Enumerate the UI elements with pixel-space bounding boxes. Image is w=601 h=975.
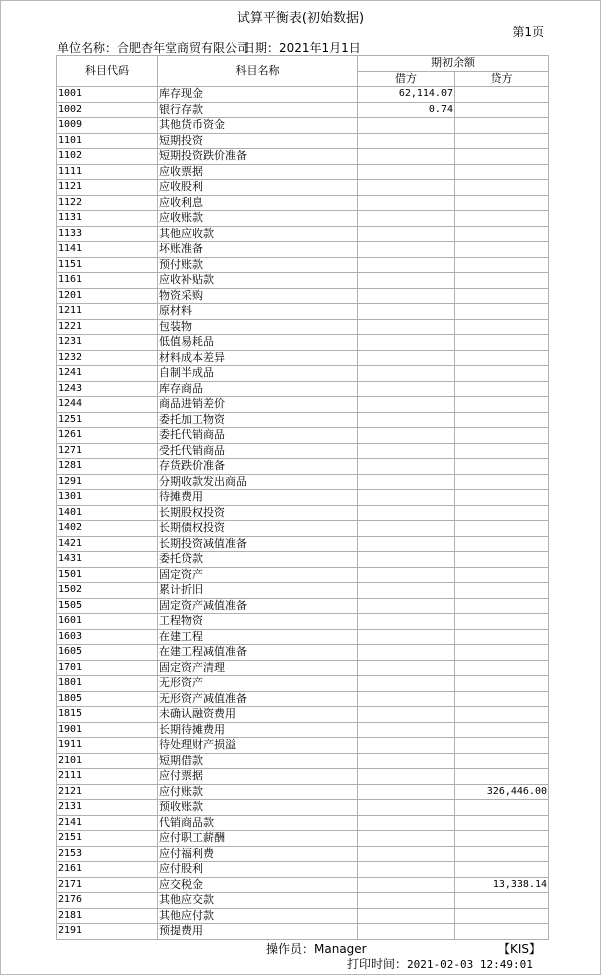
table-row xyxy=(57,226,549,242)
debit-cell xyxy=(358,862,455,878)
credit-cell xyxy=(455,598,549,614)
page-number: 第1页 xyxy=(512,25,544,39)
account-code-cell: 1009 xyxy=(57,118,158,134)
table-row xyxy=(57,598,549,614)
table-row xyxy=(57,614,549,630)
table-row xyxy=(57,567,549,583)
account-code-cell: 1501 xyxy=(57,567,158,583)
credit-cell xyxy=(455,815,549,831)
table-row xyxy=(57,552,549,568)
table-row xyxy=(57,133,549,149)
account-code-cell: 1251 xyxy=(57,412,158,428)
debit-cell xyxy=(358,226,455,242)
debit-cell xyxy=(358,691,455,707)
debit-cell xyxy=(358,815,455,831)
account-code-cell: 2176 xyxy=(57,893,158,909)
account-code-cell: 1241 xyxy=(57,366,158,382)
credit-cell xyxy=(455,164,549,180)
account-code-cell: 1243 xyxy=(57,381,158,397)
account-code-cell: 2141 xyxy=(57,815,158,831)
credit-cell xyxy=(455,118,549,134)
account-code-cell: 1301 xyxy=(57,490,158,506)
account-name-cell: 长期投资减值准备 xyxy=(158,536,358,552)
account-name-cell: 在建工程减值准备 xyxy=(158,645,358,661)
account-name-cell: 短期借款 xyxy=(158,753,358,769)
account-code-cell: 1244 xyxy=(57,397,158,413)
account-name-cell: 固定资产减值准备 xyxy=(158,598,358,614)
credit-cell xyxy=(455,521,549,537)
debit-cell xyxy=(358,753,455,769)
account-name-cell: 原材料 xyxy=(158,304,358,320)
debit-cell xyxy=(358,629,455,645)
credit-cell xyxy=(455,211,549,227)
account-name-cell: 其他应付款 xyxy=(158,908,358,924)
table-row xyxy=(57,536,549,552)
account-code-cell: 1815 xyxy=(57,707,158,723)
account-name-cell: 长期待摊费用 xyxy=(158,722,358,738)
table-row xyxy=(57,273,549,289)
debit-cell xyxy=(358,288,455,304)
credit-cell xyxy=(455,552,549,568)
table-row xyxy=(57,195,549,211)
credit-cell xyxy=(455,583,549,599)
table-row xyxy=(57,149,549,165)
credit-cell xyxy=(455,304,549,320)
table-row xyxy=(57,335,549,351)
table-row xyxy=(57,443,549,459)
account-name-cell: 应付福利费 xyxy=(158,846,358,862)
account-name-cell: 应收补贴款 xyxy=(158,273,358,289)
account-name-cell: 无形资产减值准备 xyxy=(158,691,358,707)
account-code-cell: 1502 xyxy=(57,583,158,599)
account-code-cell: 1401 xyxy=(57,505,158,521)
col-header-name: 科目名称 xyxy=(158,56,358,87)
account-code-cell: 1111 xyxy=(57,164,158,180)
debit-cell xyxy=(358,893,455,909)
table-row xyxy=(57,102,549,118)
account-name-cell: 存货跌价准备 xyxy=(158,459,358,475)
table-row xyxy=(57,474,549,490)
account-code-cell: 1291 xyxy=(57,474,158,490)
table-row xyxy=(57,815,549,831)
account-name-cell: 应付票据 xyxy=(158,769,358,785)
account-name-cell: 委托代销商品 xyxy=(158,428,358,444)
table-row xyxy=(57,319,549,335)
account-name-cell: 短期投资跌价准备 xyxy=(158,149,358,165)
credit-cell xyxy=(455,908,549,924)
account-code-cell: 1231 xyxy=(57,335,158,351)
col-header-debit: 借方 xyxy=(358,71,455,87)
account-name-cell: 未确认融资费用 xyxy=(158,707,358,723)
debit-cell xyxy=(358,784,455,800)
account-code-cell: 1603 xyxy=(57,629,158,645)
debit-cell xyxy=(358,319,455,335)
account-name-cell: 商品进销差价 xyxy=(158,397,358,413)
account-name-cell: 库存现金 xyxy=(158,87,358,103)
table-row xyxy=(57,304,549,320)
debit-cell xyxy=(358,831,455,847)
account-code-cell: 1221 xyxy=(57,319,158,335)
account-name-cell: 在建工程 xyxy=(158,629,358,645)
account-name-cell: 自制半成品 xyxy=(158,366,358,382)
debit-cell xyxy=(358,273,455,289)
credit-cell xyxy=(455,443,549,459)
account-name-cell: 预收账款 xyxy=(158,800,358,816)
credit-cell xyxy=(455,381,549,397)
print-time xyxy=(347,955,533,972)
debit-cell xyxy=(358,769,455,785)
account-code-cell: 1701 xyxy=(57,660,158,676)
account-name-cell: 长期股权投资 xyxy=(158,505,358,521)
account-code-cell: 1101 xyxy=(57,133,158,149)
account-name-cell: 其他应收款 xyxy=(158,226,358,242)
table-row xyxy=(57,629,549,645)
table-row xyxy=(57,645,549,661)
account-name-cell: 材料成本差异 xyxy=(158,350,358,366)
debit-cell xyxy=(358,846,455,862)
debit-cell xyxy=(358,707,455,723)
credit-cell xyxy=(455,273,549,289)
account-name-cell: 应付职工薪酬 xyxy=(158,831,358,847)
credit-cell xyxy=(455,288,549,304)
credit-cell xyxy=(455,102,549,118)
table-row xyxy=(57,428,549,444)
unit-name: 单位名称：合肥杏年堂商贸有限公司 xyxy=(57,41,250,55)
account-code-cell: 1911 xyxy=(57,738,158,754)
table-row xyxy=(57,893,549,909)
account-code-cell: 1211 xyxy=(57,304,158,320)
account-code-cell: 1232 xyxy=(57,350,158,366)
credit-cell xyxy=(455,149,549,165)
table-row xyxy=(57,862,549,878)
debit-cell xyxy=(358,180,455,196)
table-row xyxy=(57,769,549,785)
debit-cell xyxy=(358,645,455,661)
debit-cell xyxy=(358,164,455,180)
account-name-cell: 累计折旧 xyxy=(158,583,358,599)
debit-cell xyxy=(358,505,455,521)
account-code-cell: 1431 xyxy=(57,552,158,568)
debit-cell xyxy=(358,877,455,893)
account-code-cell: 2101 xyxy=(57,753,158,769)
debit-cell xyxy=(358,335,455,351)
credit-cell xyxy=(455,505,549,521)
credit-cell xyxy=(455,645,549,661)
account-code-cell: 1281 xyxy=(57,459,158,475)
account-name-cell: 应交税金 xyxy=(158,877,358,893)
credit-cell xyxy=(455,893,549,909)
credit-cell xyxy=(455,567,549,583)
debit-cell xyxy=(358,583,455,599)
debit-cell xyxy=(358,211,455,227)
credit-cell xyxy=(455,350,549,366)
account-code-cell: 1601 xyxy=(57,614,158,630)
account-code-cell: 2131 xyxy=(57,800,158,816)
debit-cell: 0.74 xyxy=(358,102,455,118)
account-name-cell: 应收账款 xyxy=(158,211,358,227)
account-code-cell: 1901 xyxy=(57,722,158,738)
account-name-cell: 无形资产 xyxy=(158,676,358,692)
debit-cell xyxy=(358,443,455,459)
account-code-cell: 1201 xyxy=(57,288,158,304)
debit-cell xyxy=(358,366,455,382)
table-row xyxy=(57,846,549,862)
table-row xyxy=(57,242,549,258)
credit-cell xyxy=(455,707,549,723)
debit-cell xyxy=(358,381,455,397)
credit-cell xyxy=(455,924,549,940)
account-code-cell: 1122 xyxy=(57,195,158,211)
credit-cell xyxy=(455,862,549,878)
table-row xyxy=(57,753,549,769)
table-row xyxy=(57,738,549,754)
debit-cell xyxy=(358,133,455,149)
credit-cell xyxy=(455,738,549,754)
report-title: 试算平衡表(初始数据) xyxy=(236,11,365,26)
credit-cell xyxy=(455,831,549,847)
credit-cell xyxy=(455,319,549,335)
account-name-cell: 库存商品 xyxy=(158,381,358,397)
account-code-cell: 2191 xyxy=(57,924,158,940)
credit-cell xyxy=(455,490,549,506)
debit-cell xyxy=(358,257,455,273)
debit-cell xyxy=(358,552,455,568)
account-name-cell: 代销商品款 xyxy=(158,815,358,831)
account-name-cell: 低值易耗品 xyxy=(158,335,358,351)
account-code-cell: 1805 xyxy=(57,691,158,707)
debit-cell xyxy=(358,598,455,614)
debit-cell xyxy=(358,738,455,754)
account-code-cell: 1151 xyxy=(57,257,158,273)
account-name-cell: 应付账款 xyxy=(158,784,358,800)
table-row xyxy=(57,164,549,180)
table-row xyxy=(57,784,549,800)
table-row xyxy=(57,691,549,707)
debit-cell xyxy=(358,474,455,490)
credit-cell xyxy=(455,629,549,645)
debit-cell xyxy=(358,676,455,692)
table-row xyxy=(57,459,549,475)
table-row xyxy=(57,707,549,723)
debit-cell xyxy=(358,614,455,630)
debit-cell xyxy=(358,660,455,676)
debit-cell xyxy=(358,800,455,816)
debit-cell xyxy=(358,908,455,924)
table-row xyxy=(57,722,549,738)
account-code-cell: 2121 xyxy=(57,784,158,800)
table-row xyxy=(57,257,549,273)
account-name-cell: 应收利息 xyxy=(158,195,358,211)
account-code-cell: 2171 xyxy=(57,877,158,893)
col-header-credit: 贷方 xyxy=(455,71,549,87)
credit-cell: 326,446.00 xyxy=(455,784,549,800)
table-row xyxy=(57,877,549,893)
account-name-cell: 固定资产清理 xyxy=(158,660,358,676)
debit-cell xyxy=(358,118,455,134)
debit-cell xyxy=(358,149,455,165)
credit-cell xyxy=(455,753,549,769)
account-code-cell: 1133 xyxy=(57,226,158,242)
print-time-value: 2021-02-03 12:49:01 xyxy=(407,958,533,971)
debit-cell xyxy=(358,242,455,258)
account-name-cell: 银行存款 xyxy=(158,102,358,118)
debit-cell xyxy=(358,195,455,211)
debit-cell xyxy=(358,397,455,413)
account-code-cell: 1121 xyxy=(57,180,158,196)
debit-cell xyxy=(358,567,455,583)
credit-cell xyxy=(455,226,549,242)
account-name-cell: 待处理财产损溢 xyxy=(158,738,358,754)
credit-cell xyxy=(455,257,549,273)
credit-cell xyxy=(455,614,549,630)
table-row xyxy=(57,676,549,692)
col-header-opening-balance: 期初余额 xyxy=(358,56,549,72)
credit-cell xyxy=(455,800,549,816)
credit-cell xyxy=(455,428,549,444)
col-header-code: 科目代码 xyxy=(57,56,158,87)
table-row xyxy=(57,505,549,521)
account-name-cell: 委托贷款 xyxy=(158,552,358,568)
credit-cell xyxy=(455,769,549,785)
account-name-cell: 待摊费用 xyxy=(158,490,358,506)
system-tag: 【KIS】 xyxy=(497,942,541,956)
account-code-cell: 1141 xyxy=(57,242,158,258)
table-row xyxy=(57,180,549,196)
account-name-cell: 分期收款发出商品 xyxy=(158,474,358,490)
table-row xyxy=(57,660,549,676)
table-row xyxy=(57,490,549,506)
table-row xyxy=(57,521,549,537)
account-code-cell: 2151 xyxy=(57,831,158,847)
table-row xyxy=(57,211,549,227)
credit-cell xyxy=(455,180,549,196)
debit-cell: 62,114.07 xyxy=(358,87,455,103)
account-name-cell: 工程物资 xyxy=(158,614,358,630)
account-name-cell: 包装物 xyxy=(158,319,358,335)
table-row xyxy=(57,412,549,428)
credit-cell xyxy=(455,242,549,258)
credit-cell xyxy=(455,87,549,103)
credit-cell xyxy=(455,676,549,692)
account-code-cell: 1002 xyxy=(57,102,158,118)
account-name-cell: 其他应交款 xyxy=(158,893,358,909)
debit-cell xyxy=(358,459,455,475)
account-code-cell: 1505 xyxy=(57,598,158,614)
debit-cell xyxy=(358,722,455,738)
debit-cell xyxy=(358,350,455,366)
account-code-cell: 2181 xyxy=(57,908,158,924)
account-code-cell: 1161 xyxy=(57,273,158,289)
account-code-cell: 1801 xyxy=(57,676,158,692)
account-name-cell: 坏账准备 xyxy=(158,242,358,258)
account-code-cell: 1271 xyxy=(57,443,158,459)
table-row xyxy=(57,800,549,816)
account-name-cell: 固定资产 xyxy=(158,567,358,583)
credit-cell xyxy=(455,366,549,382)
debit-cell xyxy=(358,536,455,552)
table-row xyxy=(57,381,549,397)
table-row xyxy=(57,831,549,847)
table-row xyxy=(57,397,549,413)
account-code-cell: 1001 xyxy=(57,87,158,103)
table-row xyxy=(57,87,549,103)
debit-cell xyxy=(358,490,455,506)
account-name-cell: 应收票据 xyxy=(158,164,358,180)
credit-cell xyxy=(455,691,549,707)
table-row xyxy=(57,366,549,382)
account-code-cell: 1102 xyxy=(57,149,158,165)
debit-cell xyxy=(358,521,455,537)
account-name-cell: 预付账款 xyxy=(158,257,358,273)
account-name-cell: 受托代销商品 xyxy=(158,443,358,459)
account-name-cell: 委托加工物资 xyxy=(158,412,358,428)
account-code-cell: 2111 xyxy=(57,769,158,785)
account-name-cell: 应收股利 xyxy=(158,180,358,196)
table-row xyxy=(57,288,549,304)
credit-cell xyxy=(455,722,549,738)
trial-balance-table xyxy=(56,55,549,940)
table-row xyxy=(57,924,549,940)
credit-cell xyxy=(455,195,549,211)
account-code-cell: 1605 xyxy=(57,645,158,661)
debit-cell xyxy=(358,428,455,444)
account-code-cell: 1402 xyxy=(57,521,158,537)
credit-cell xyxy=(455,397,549,413)
table-row xyxy=(57,118,549,134)
debit-cell xyxy=(358,924,455,940)
account-code-cell: 1131 xyxy=(57,211,158,227)
account-name-cell: 其他货币资金 xyxy=(158,118,358,134)
debit-cell xyxy=(358,304,455,320)
credit-cell xyxy=(455,660,549,676)
account-code-cell: 1261 xyxy=(57,428,158,444)
credit-cell xyxy=(455,133,549,149)
report-date: 日期：2021年1月1日 xyxy=(243,41,361,55)
table-row xyxy=(57,908,549,924)
debit-cell xyxy=(358,412,455,428)
account-name-cell: 预提费用 xyxy=(158,924,358,940)
account-code-cell: 2153 xyxy=(57,846,158,862)
operator-label: 操作员：Manager xyxy=(266,942,367,956)
credit-cell xyxy=(455,536,549,552)
account-name-cell: 短期投资 xyxy=(158,133,358,149)
credit-cell xyxy=(455,335,549,351)
credit-cell xyxy=(455,412,549,428)
account-code-cell: 1421 xyxy=(57,536,158,552)
account-name-cell: 长期债权投资 xyxy=(158,521,358,537)
table-row xyxy=(57,583,549,599)
account-name-cell: 物资采购 xyxy=(158,288,358,304)
print-time-label: 打印时间： xyxy=(347,957,408,971)
credit-cell xyxy=(455,474,549,490)
account-name-cell: 应付股利 xyxy=(158,862,358,878)
table-row xyxy=(57,350,549,366)
credit-cell xyxy=(455,459,549,475)
credit-cell xyxy=(455,846,549,862)
credit-cell: 13,338.14 xyxy=(455,877,549,893)
account-code-cell: 2161 xyxy=(57,862,158,878)
